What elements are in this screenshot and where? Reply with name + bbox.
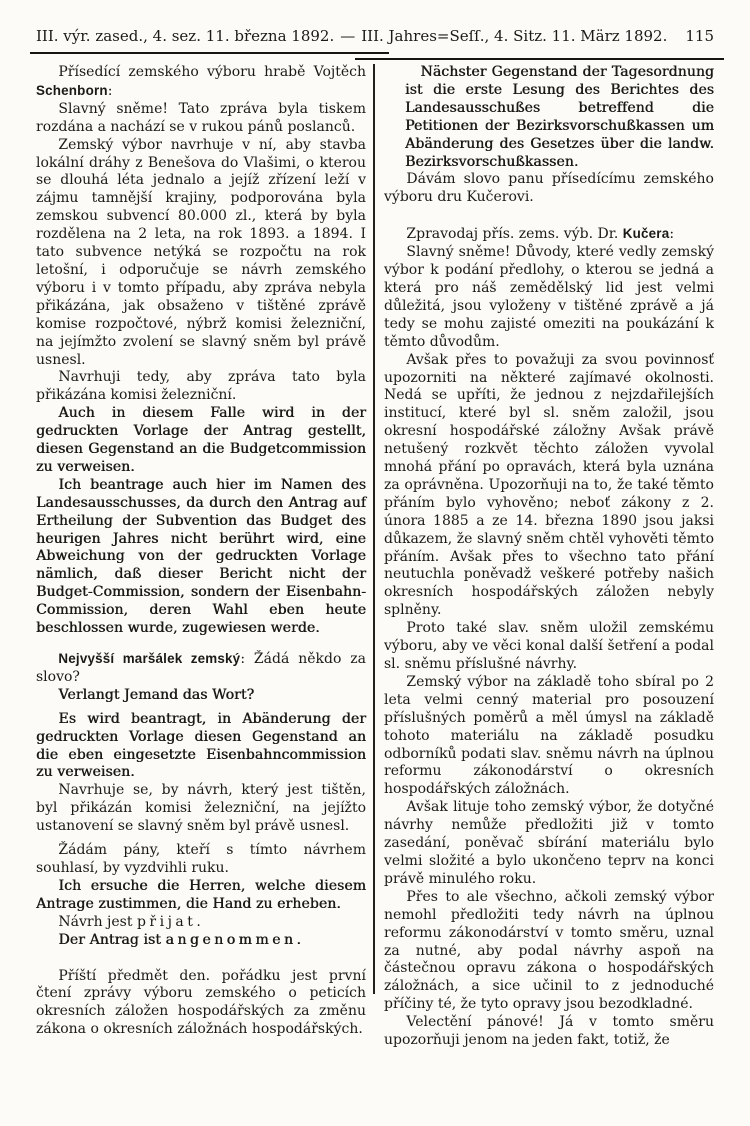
paragraph-text: angenommen <box>165 931 297 948</box>
paragraph-text: Velectění pánové! Já v tomto směru upozorňuji jenom na jeden fakt, totiž, že <box>384 1014 714 1049</box>
paragraph <box>384 674 714 799</box>
paragraph-text: Zemský výbor na základě toho sbíral po 2 leta velmi cenný material pro posouzení příslušných poměrů a měl úmysl na základě tohoto materiálu na základě posudku odborníků podati slav. sněmu návrh na úplnou reformu zákonodárství o okresních hospodářských záložnách. <box>384 673 714 798</box>
right-column <box>375 64 714 1050</box>
paragraph-text: . <box>296 931 301 948</box>
paragraph-text: Návrh jest <box>58 913 137 930</box>
paragraph <box>384 244 714 351</box>
paragraph-text: Přísedící zemského výboru hrabě Vojtěch <box>58 64 366 80</box>
paragraph-text: Avšak lituje toho zemský výbor, že dotyčné návrhy nemůže předložiti již v tomto zasedání, poněvač sbírání materiálu bylo velmi složité a bylo ukončeno teprv na konci právě minulého roku. <box>384 799 714 887</box>
header-rule-left <box>30 52 389 54</box>
paragraph <box>384 889 714 1014</box>
paragraph-text: Dávám slovo panu přísedícímu zemského výboru dru Kučerovi. <box>384 171 714 206</box>
paragraph-text: Der Antrag ist <box>58 931 166 948</box>
paragraph <box>405 64 714 171</box>
speaker-name: Schenborn <box>36 82 108 98</box>
paragraph-text: Ich beantrage auch hier im Namen des Landesausschusses, da durch den Antrag auf Ertheilung der Subvention das Budget des heurigen Jahres nicht berührt wird, eine Abweichung von der gedruckten Vorlage nämlich, daß dieser Bericht nicht der Budget-Commission, sondern der Eisenbahn-Commission, deren Wahl eben heute beschlossen wurde, zugewiesen werde. <box>36 476 366 637</box>
paragraph-text: Avšak přes to považuji za svou povinnosť upozorniti na některé zajímavé okolnosti. Nedá se upříti, že jednou z nejzdařilejších institucí, které byl sl. sněm založil, jsou okresní hospodářské záložny Avšak právě netušený rozkvět těchto záložen vyvolal mnohá přání po opravách, která byla uznána za oprávněna. Upozorňuji na to, že také těmto přáním bylo vyhověno; neboť zákony z 2. února 1885 a ze 14. března 1890 jsou jaksi důkazem, že slavný sněm chtěl vyhověti těmto přáním. Avšak přes to všechno tato přání neutuchla poněvadž veškeré potřeby našich okresních hospodářských záložen nebyly splněny. <box>384 351 714 619</box>
paragraph <box>384 620 714 674</box>
paragraph-text: Auch in diesem Falle wird in der gedruckten Vorlage der Antrag gestellt, diesen Gegenstand an die Budgetcommission zu verweisen. <box>36 405 366 475</box>
paragraph <box>36 842 366 878</box>
paragraph-text: Přes to ale všechno, ačkoli zemský výbor nemohl předložiti tedy návrh na úplnou reformu zákonodárství v tomto směru, uznal za nutné, aby podal návrhy aspoň na částečnou opravu zákona o hospodářských záložnách, a sice učinil to z jednoduché příčiny té, že tyto opravy jsou bezodkladné. <box>384 888 714 1013</box>
speaker-name: Kučera <box>622 226 670 242</box>
paragraph <box>36 968 366 1040</box>
paragraph-text: Proto také slav. sněm uložil zemskému výboru, aby ve věci konal další šetření a podal sl. sněmu příslušné návrhy. <box>384 620 714 672</box>
paragraph-text: Navrhuji tedy, aby zpráva tato byla přikázána komisi železniční. <box>36 369 366 404</box>
paragraph <box>384 799 714 889</box>
paragraph <box>36 650 366 687</box>
paragraph-text: Slavný sněme! Tato zpráva byla tiskem rozdána a nachází se v rukou pánů poslanců. <box>36 100 366 135</box>
page-header <box>36 26 714 60</box>
paragraph <box>36 101 366 137</box>
paragraph-text: : <box>669 226 675 243</box>
paragraph <box>36 477 366 638</box>
header-separator: — <box>340 27 356 45</box>
paragraph <box>36 64 366 101</box>
paragraph-text: Žádám pány, kteří s tímto návrhem souhlasí, by vyzdvihli ruku. <box>36 842 366 876</box>
paragraph <box>36 369 366 405</box>
header-session-german: III. Jahres=Seſſ., 4. Sitz. 11. März 1892. <box>361 27 668 45</box>
paragraph <box>36 914 366 932</box>
paragraph <box>36 405 366 477</box>
paragraph <box>36 687 366 705</box>
paragraph-text: Zemský výbor navrhuje v ní, aby stavba lokální dráhy z Benešova do Vlašimi, o kterou se dlouhá léta jednalo a jejíž zřízení leží v zájmu tamnější krajiny, podporována byla zemskou subvencí 80.000 zl., která by byla rozdělena na 2 leta, na rok 1893. a 1894. I tato subvence netýká se rozpočtu na rok letošní, i odporučuje se návrh zemského výboru i v tomto případu, aby zpráva nebyla přikázána, jak obsaženo v tištěné zprávě komise rozpočtové, nýbrž komisi železniční, na jejímžto zvolení se slavný sněm byl právě usnesl. <box>36 136 366 368</box>
paragraph-text: Slavný sněme! Důvody, které vedly zemský výbor k podání předlohy, o kterou se jedná a která pro náš zemědělský lid jest velmi důležitá, jsou vyloženy v tištěné zprávě a já tedy se mohu zajisté omeziti na poukázání k těmto důvodům. <box>384 244 714 350</box>
paragraph <box>384 1014 714 1050</box>
paragraph <box>36 137 366 370</box>
two-column-content <box>36 64 714 1050</box>
page-number: 115 <box>685 27 714 45</box>
paragraph-text: Es wird beantragt, in Abänderung der gedruckten Vorlage diesen Gegenstand an die eben eingesetzte Eisenbahncommission zu verweisen. <box>36 710 366 781</box>
header-session-czech: III. výr. zased., 4. sez. 11. března 1892. <box>36 27 335 45</box>
paragraph-text: Ich ersuche die Herren, welche diesem Antrage zustimmen, die Hand zu erheben. <box>36 877 366 912</box>
paragraph-text: Zpravodaj přís. zems. výb. Dr. <box>406 226 623 243</box>
paragraph <box>36 782 366 836</box>
paragraph <box>36 932 366 950</box>
paragraph <box>384 352 714 621</box>
paragraph-text: Verlangt Jemand das Wort? <box>58 686 255 703</box>
header-rule-right <box>355 58 724 60</box>
paragraph <box>36 711 366 783</box>
paragraph <box>384 171 714 207</box>
paragraph-text: . <box>196 913 201 930</box>
paragraph-text: Navrhuje se, by návrh, který jest tištěn, byl přikázán komisi železniční, na jejížto ustanovení se slavný sněm byl právě usnesl. <box>36 782 366 835</box>
paragraph-text: Nächster Gegenstand der Tagesordnung ist die erste Lesung des Berichtes des Landesausschußes betreffend die Petitionen der Bezirksvorschußkassen um Abänderung des Gesetzes über die landw. Bezirksvorschußkassen. <box>405 64 714 170</box>
paragraph-text: přijat <box>136 913 197 930</box>
left-column <box>36 64 373 1050</box>
paragraph-text: : Žádá někdo za slovo? <box>36 651 366 685</box>
paragraph <box>384 225 714 244</box>
speaker-name: Nejvyšší maršálek zemský <box>58 651 241 666</box>
paragraph-text: : <box>107 82 113 99</box>
paragraph-text: Příští předmět den. pořádku jest první čtení zprávy výboru zemského o peticích okresních záložen hospodářských za změnu zákona o okresních záložnách hospodářských. <box>36 967 366 1038</box>
paragraph <box>36 878 366 914</box>
